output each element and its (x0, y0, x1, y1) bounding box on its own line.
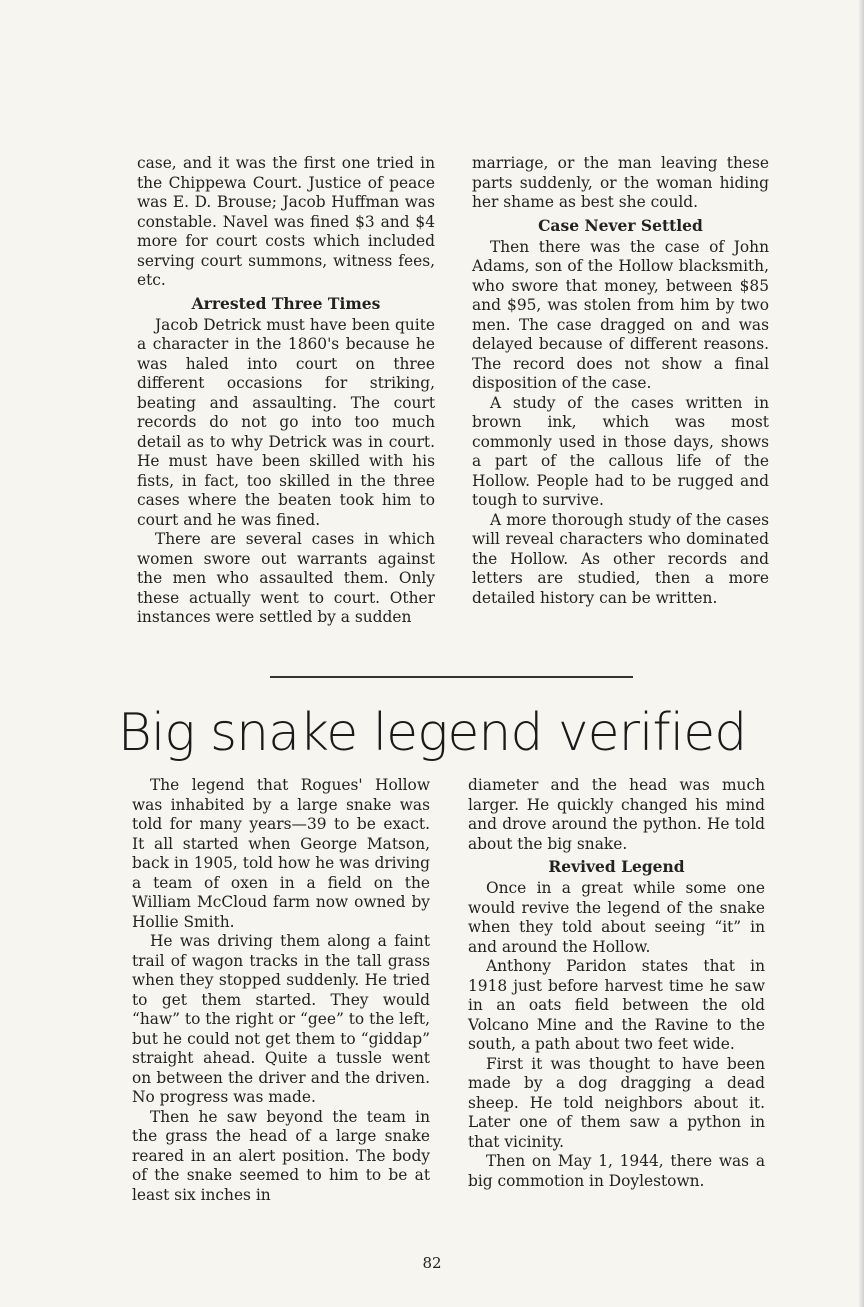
paragraph: Anthony Paridon states that in 1918 just before harvest time he saw in an oats field between the old Volcano Mine and the Ravine to the south, a path about two feet wide. (468, 957, 765, 1053)
article-right-column (468, 776, 765, 1191)
paragraph: Then on May 1, 1944, there was a big commotion in Doylestown. (468, 1152, 765, 1190)
paragraph: case, and it was the first one tried in the Chippewa Court. Justice of peace was E. D. Brouse; Jacob Huffman was constable. Navel was fined $3 and $4 more for court costs which included serving court summons, witness fees, etc. (137, 154, 435, 289)
paragraph: Then there was the case of John Adams, son of the Hollow blacksmith, who swore that money, between $85 and $95, was stolen from him by two men. The case dragged on and was delayed because of different reasons. The record does not show a final disposition of the case. (472, 237, 769, 392)
paragraph: He was driving them along a faint trail of wagon tracks in the tall grass when they stopped suddenly. He tried to get them started. They would “haw” to the right or “gee” to the left, but he could not get them to “giddap” straight ahead. Quite a tussle went on between the driver and the driven. No progress was made. (132, 932, 430, 1106)
page-edge-shadow (858, 0, 864, 1307)
section-divider (270, 676, 633, 678)
paragraph: Once in a great while some one would revive the legend of the snake when they told about seeing “it” in and around the Hollow. (468, 879, 765, 956)
subheading-case-never-settled: Case Never Settled (538, 215, 703, 235)
paragraph: Then he saw beyond the team in the grass the head of a large snake reared in an alert position. The body of the snake seemed to him to be at least six inches in (132, 1107, 430, 1204)
paragraph: diameter and the head was much larger. He quickly changed his mind and drove around the python. He told about the big snake. (468, 776, 765, 853)
paragraph: A study of the cases written in brown ink, which was most commonly used in those days, shows a part of the callous life of the Hollow. People had to be rugged and tough to survive. (472, 393, 769, 509)
subheading-arrested-three-times: Arrested Three Times (191, 293, 381, 313)
top-right-column (472, 154, 769, 608)
paragraph: There are several cases in which women swore out warrants against the men who assaulted them. Only these actually went to court. Other instances were settled by a sudden (137, 530, 435, 626)
article-left-column (132, 776, 430, 1205)
subheading-revived-legend: Revived Legend (548, 857, 685, 876)
article-headline: Big snake legend verified (117, 703, 747, 763)
paragraph: The legend that Rogues' Hollow was inhabited by a large snake was told for many years—39 to be exact. It all started when George Matson, back in 1905, told how he was driving a team of oxen in a field on the William McCloud farm now owned by Hollie Smith. (132, 776, 430, 931)
paragraph: Jacob Detrick must have been quite a character in the 1860's because he was haled into court on three different occasions for striking, beating and assaulting. The court records do not go into too much detail as to why Detrick was in court. He must have been skilled with his fists, in fact, too skilled in the three cases where the beaten took him to court and he was fined. (137, 315, 435, 529)
page-number: 82 (422, 1254, 442, 1272)
paragraph: First it was thought to have been made by a dog dragging a dead sheep. He told neighbors about it. Later one of them saw a python in that vicinity. (468, 1054, 765, 1151)
paragraph: marriage, or the man leaving these parts suddenly, or the woman hiding her shame as best she could. (472, 154, 769, 211)
paragraph: A more thorough study of the cases will reveal characters who dominated the Hollow. As other records and letters are studied, then a more detailed history can be written. (472, 510, 769, 607)
top-left-column (137, 154, 435, 628)
